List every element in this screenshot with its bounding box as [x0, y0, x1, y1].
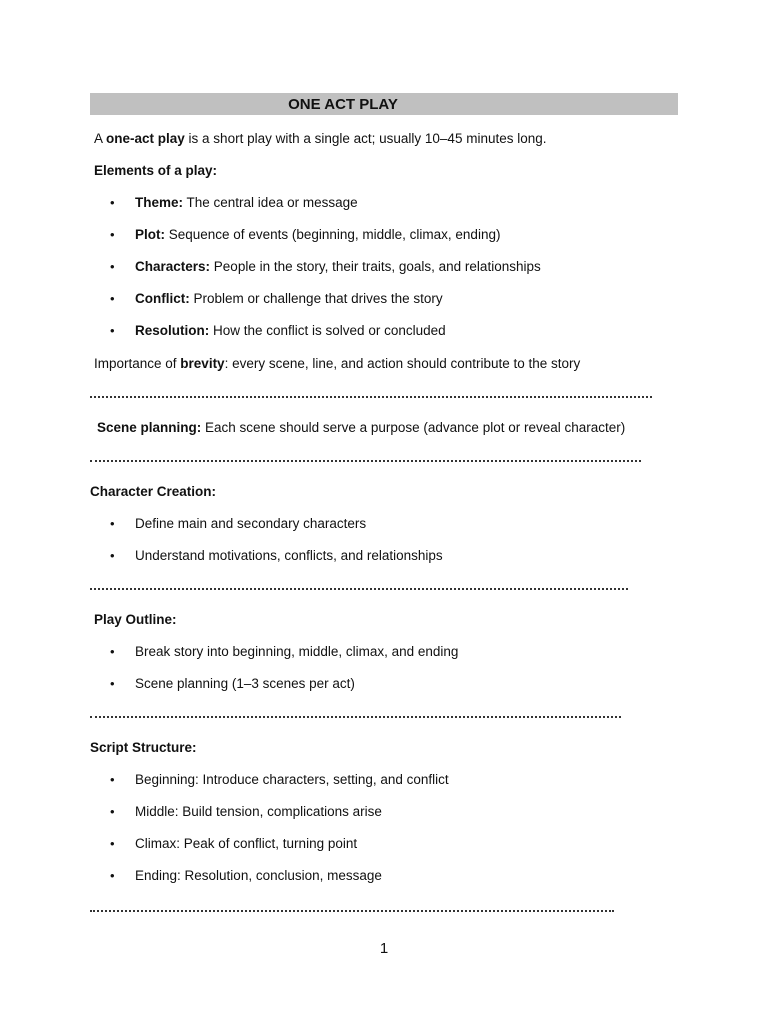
list-item-text: Beginning: Introduce characters, setting, and conflict: [135, 772, 449, 787]
list-item-text: Define main and secondary characters: [135, 516, 367, 531]
dotted-separator: [90, 460, 641, 462]
list-item-term: Plot:: [135, 227, 165, 242]
dotted-separator: [90, 396, 652, 398]
bullet-icon: •: [110, 291, 115, 306]
list-item-text: [135, 258, 541, 276]
scene-planning-paragraph: [97, 419, 625, 437]
list-item-term: Characters:: [135, 259, 211, 274]
dotted-separator: [90, 910, 614, 912]
bullet-icon: •: [110, 195, 115, 210]
intro-prefix: A: [94, 131, 107, 146]
brevity-term: brevity: [180, 356, 225, 371]
list-item-description: How the conflict is solved or concluded: [209, 323, 446, 338]
list-item-text: [135, 226, 500, 244]
scene-planning-text: Each scene should serve a purpose (advance plot or reveal character): [201, 420, 626, 435]
brevity-prefix: Importance of: [94, 356, 181, 371]
brevity-paragraph: [94, 355, 580, 373]
list-item-text: [135, 194, 358, 212]
intro-paragraph: [94, 130, 547, 148]
list-item-description: Problem or challenge that drives the story: [189, 291, 443, 306]
intro-term: one-act play: [106, 131, 185, 146]
bullet-icon: •: [110, 323, 115, 338]
page-title: ONE ACT PLAY: [288, 96, 398, 113]
list-item-term: Conflict:: [135, 291, 190, 306]
list-item-text: [135, 290, 443, 308]
bullet-icon: •: [110, 259, 115, 274]
bullet-icon: •: [110, 836, 115, 851]
elements-heading: Elements of a play:: [94, 163, 218, 178]
list-item-text: Ending: Resolution, conclusion, message: [135, 868, 382, 883]
script-structure-heading: Script Structure:: [90, 740, 197, 755]
dotted-separator: [90, 588, 628, 590]
list-item-description: Sequence of events (beginning, middle, climax, ending): [165, 227, 501, 242]
bullet-icon: •: [110, 804, 115, 819]
list-item-text: Middle: Build tension, complications arise: [135, 804, 382, 819]
list-item-text: [135, 322, 446, 340]
bullet-icon: •: [110, 227, 115, 242]
bullet-icon: •: [110, 868, 115, 883]
list-item-description: People in the story, their traits, goals, and relationships: [210, 259, 541, 274]
page-number: 1: [379, 940, 389, 957]
list-item-text: Break story into beginning, middle, climax, and ending: [135, 644, 459, 659]
play-outline-heading: Play Outline:: [94, 612, 177, 627]
bullet-icon: •: [110, 772, 115, 787]
scene-planning-term: Scene planning:: [97, 420, 202, 435]
intro-suffix: is a short play with a single act; usually 10–45 minutes long.: [184, 131, 547, 146]
list-item-term: Theme:: [135, 195, 184, 210]
list-item-description: The central idea or message: [183, 195, 358, 210]
brevity-suffix: : every scene, line, and action should contribute to the story: [224, 356, 581, 371]
bullet-icon: •: [110, 676, 115, 691]
bullet-icon: •: [110, 516, 115, 531]
list-item-text: Climax: Peak of conflict, turning point: [135, 836, 358, 851]
dotted-separator: [90, 716, 621, 718]
list-item-term: Resolution:: [135, 323, 210, 338]
bullet-icon: •: [110, 644, 115, 659]
character-creation-heading: Character Creation:: [90, 484, 217, 499]
list-item-text: Scene planning (1–3 scenes per act): [135, 676, 355, 691]
bullet-icon: •: [110, 548, 115, 563]
list-item-text: Understand motivations, conflicts, and relationships: [135, 548, 443, 563]
